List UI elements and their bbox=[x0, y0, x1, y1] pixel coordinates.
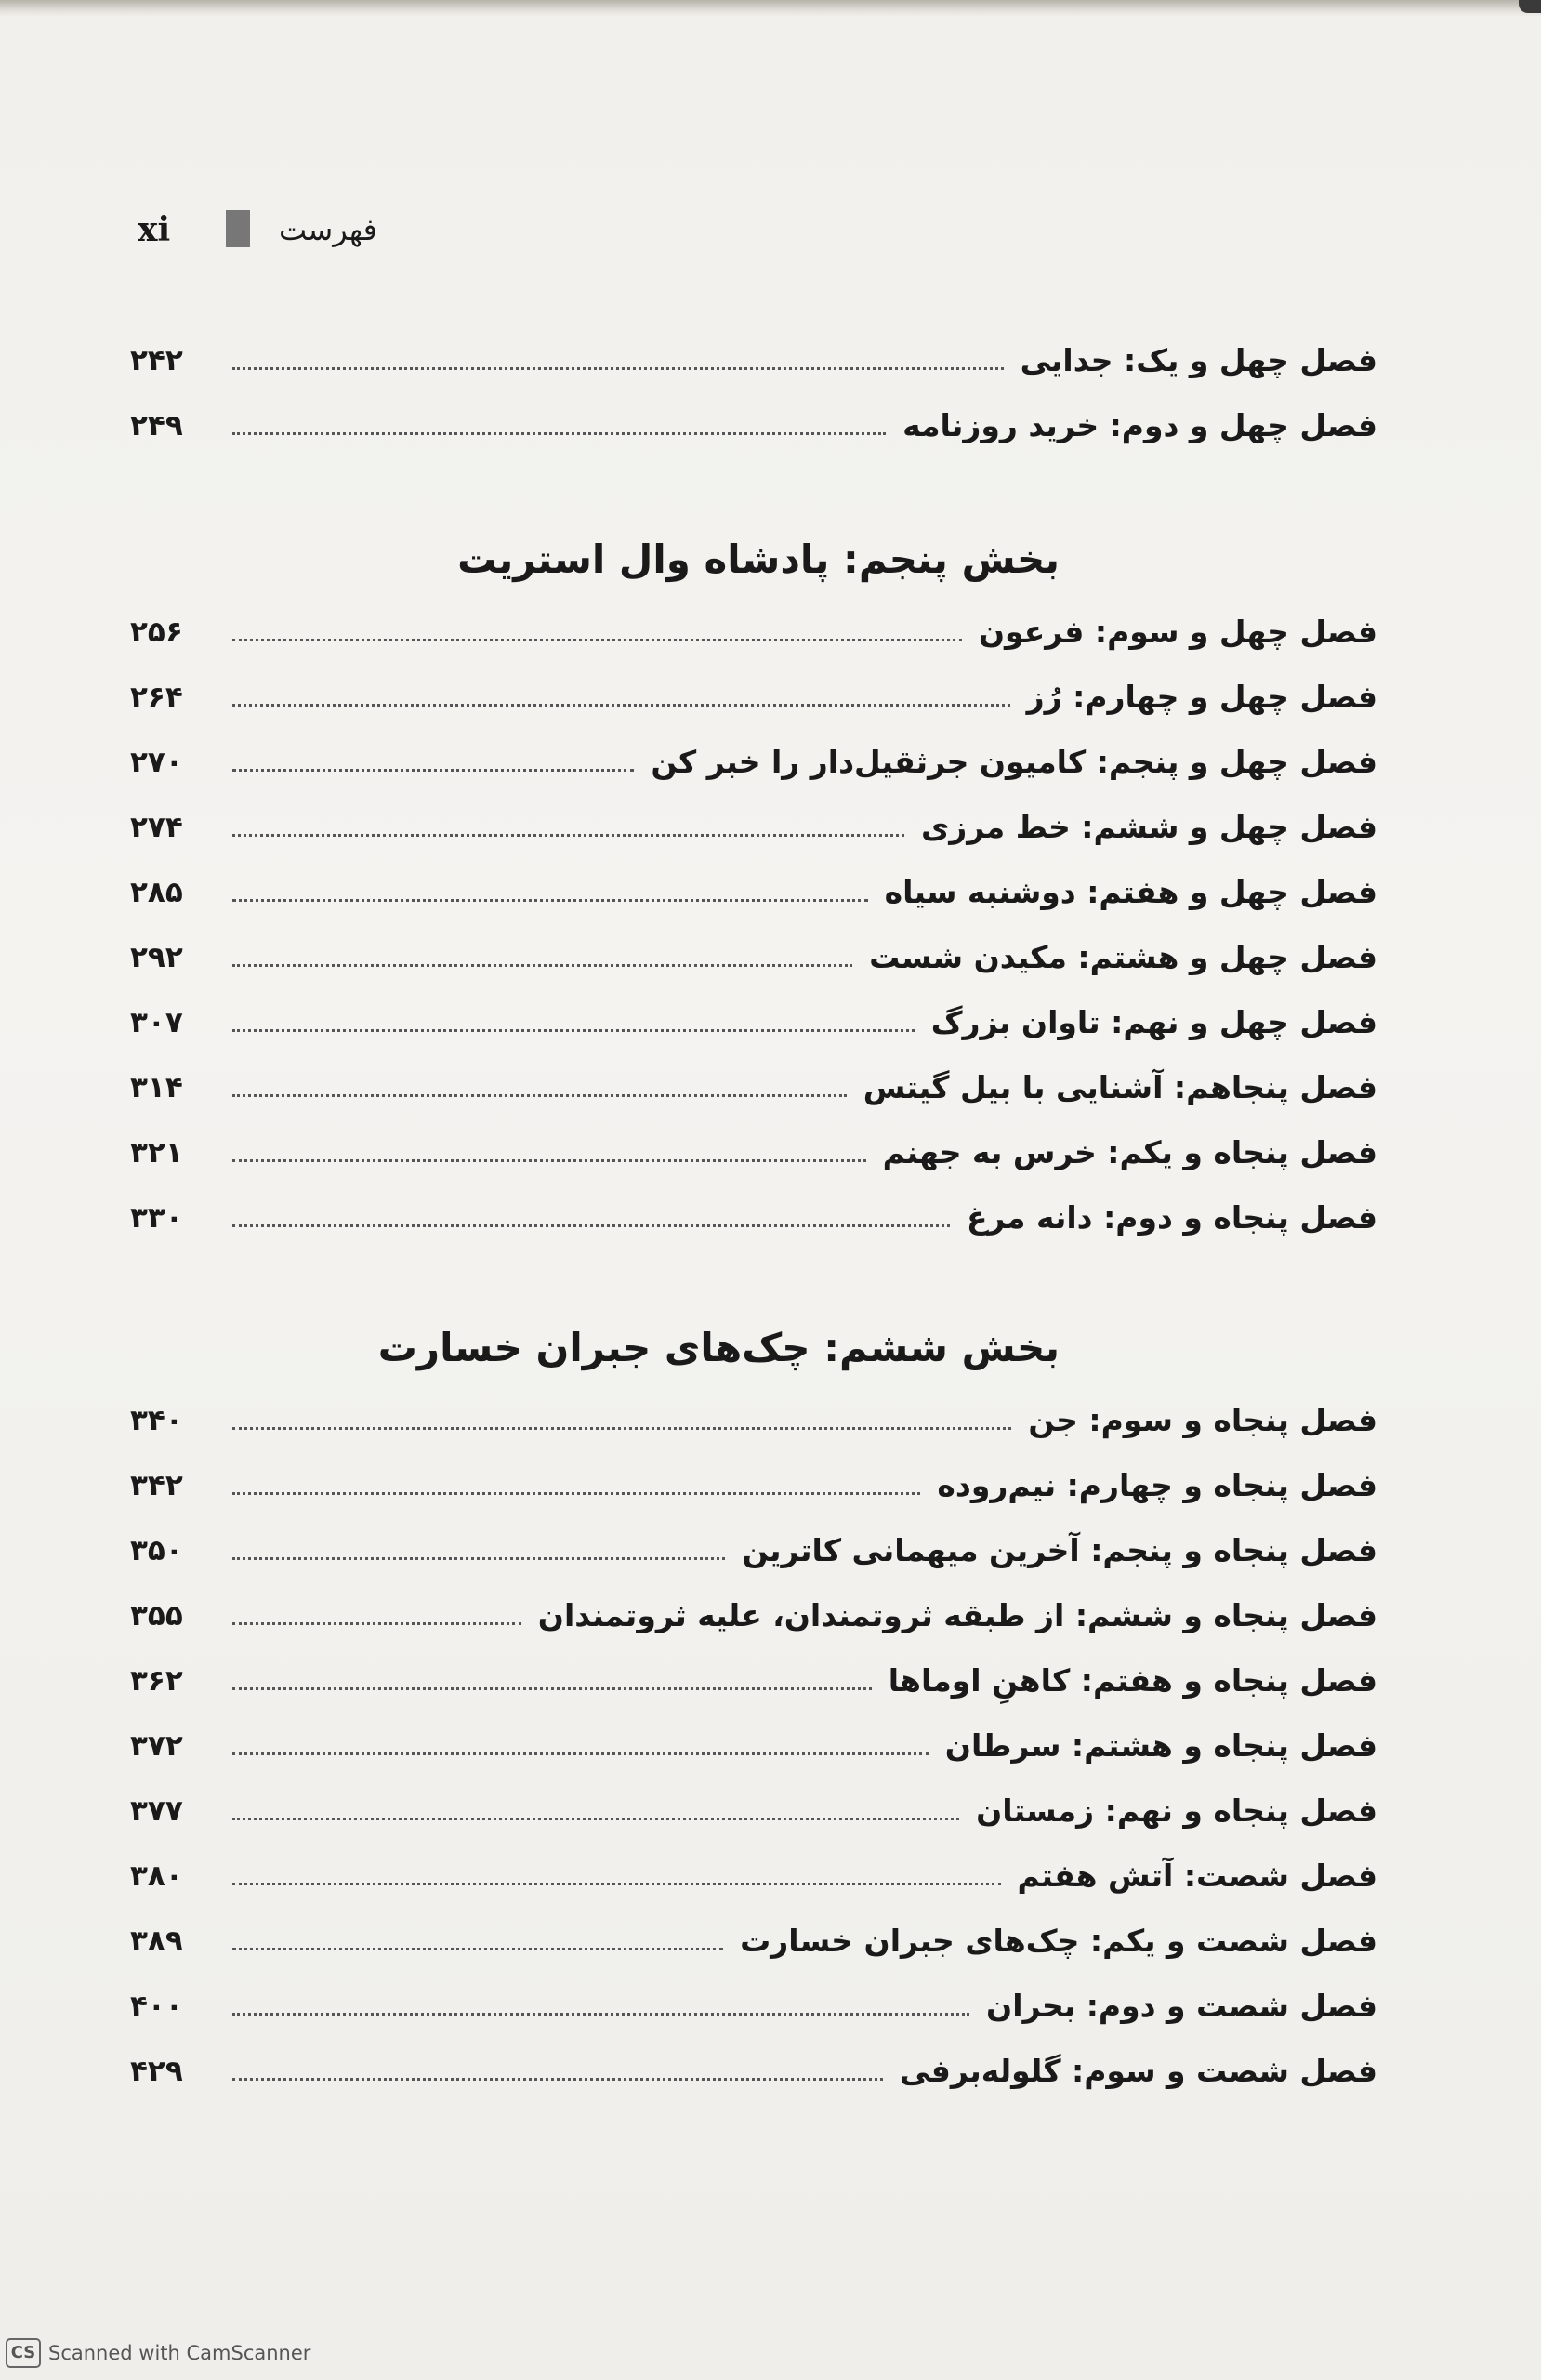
scan-edge-shadow bbox=[0, 0, 1541, 17]
toc-page-number: ۳۸۰ bbox=[130, 1859, 183, 1893]
toc-entry-title: فصل پنجاهم: آشنایی با بیل گیتس bbox=[863, 1069, 1377, 1105]
toc-page-number: ۳۰۷ bbox=[130, 1006, 183, 1039]
dot-leader bbox=[232, 1751, 929, 1755]
section-heading: بخش ششم: چک‌های جبران خسارت bbox=[377, 1325, 1060, 1370]
toc-entry bbox=[130, 727, 1377, 783]
toc-entry bbox=[130, 2036, 1377, 2092]
running-header bbox=[138, 206, 379, 253]
dot-leader bbox=[232, 1157, 866, 1162]
dot-leader bbox=[232, 1881, 1001, 1885]
dot-leader bbox=[232, 1425, 1011, 1430]
toc-entry-title: فصل پنجاه و یکم: خرس به جهنم bbox=[882, 1134, 1377, 1170]
toc-entry bbox=[130, 792, 1377, 848]
toc-page-number: ۳۶۲ bbox=[130, 1664, 183, 1698]
dot-leader bbox=[232, 1027, 915, 1032]
scanner-watermark bbox=[6, 2337, 310, 2369]
toc-entry-title: فصل چهل و سوم: فرعون bbox=[978, 614, 1377, 650]
toc-entry bbox=[130, 1776, 1377, 1831]
toc-page-number: ۴۲۹ bbox=[130, 2055, 183, 2088]
dot-leader bbox=[232, 365, 1004, 370]
toc-page-number: ۲۶۴ bbox=[130, 681, 183, 714]
toc-page-number: ۲۸۵ bbox=[130, 876, 183, 909]
dot-leader bbox=[232, 767, 634, 772]
toc-entry bbox=[130, 922, 1377, 978]
dot-leader bbox=[232, 897, 868, 902]
toc-entry-title: فصل شصت و دوم: بحران bbox=[986, 1988, 1377, 2024]
dot-leader bbox=[232, 702, 1010, 707]
toc-entry bbox=[130, 1385, 1377, 1441]
dot-leader bbox=[232, 430, 886, 435]
toc-entry-title: فصل پنجاه و چهارم: نیم‌روده bbox=[937, 1467, 1377, 1503]
toc-entry-title: فصل پنجاه و هفتم: کاهنِ اوماها bbox=[888, 1662, 1377, 1699]
toc-entry-title: فصل شصت و یکم: چک‌های جبران خسارت bbox=[740, 1923, 1377, 1959]
toc-page-number: ۲۴۹ bbox=[130, 409, 183, 443]
toc-entry-title: فصل پنجاه و پنجم: آخرین میهمانی کاترین bbox=[742, 1532, 1377, 1568]
toc-entry-title: فصل شصت: آتش هفتم bbox=[1017, 1858, 1377, 1894]
header-marker bbox=[226, 210, 250, 247]
page-number: xi bbox=[138, 210, 171, 249]
dot-leader bbox=[232, 1816, 959, 1820]
toc-entry-title: فصل پنجاه و ششم: از طبقه ثروتمندان، علیه ثروتمندان bbox=[537, 1597, 1377, 1633]
dot-leader bbox=[232, 962, 852, 967]
dot-leader bbox=[232, 2011, 969, 2016]
toc-page-number: ۳۴۰ bbox=[130, 1404, 183, 1437]
toc-page-number: ۳۳۰ bbox=[130, 1201, 183, 1235]
dot-leader bbox=[232, 2076, 883, 2081]
toc-entry bbox=[130, 1515, 1377, 1571]
toc-entry-title: فصل پنجاه و هشتم: سرطان bbox=[944, 1727, 1377, 1764]
toc-entry-title: فصل چهل و چهارم: رُز bbox=[1026, 679, 1377, 715]
toc-entry-title: فصل پنجاه و نهم: زمستان bbox=[976, 1792, 1377, 1829]
dot-leader bbox=[232, 1946, 723, 1950]
toc-entry bbox=[130, 1117, 1377, 1173]
scan-corner bbox=[1519, 0, 1541, 13]
toc-entry bbox=[130, 662, 1377, 718]
toc-page-number: ۴۰۰ bbox=[130, 1990, 183, 2023]
toc-page-number: ۳۲۱ bbox=[130, 1136, 183, 1170]
toc-entry-title: فصل چهل و ششم: خط مرزی bbox=[921, 809, 1377, 845]
dot-leader bbox=[232, 1686, 872, 1690]
toc-page-number: ۳۷۲ bbox=[130, 1729, 183, 1763]
toc-entry bbox=[130, 1183, 1377, 1238]
toc-entry bbox=[130, 1906, 1377, 1962]
toc-page-number: ۳۵۰ bbox=[130, 1534, 183, 1567]
toc-entry-title: فصل چهل و یک: جدایی bbox=[1020, 342, 1377, 378]
toc-entry-title: فصل شصت و سوم: گلوله‌برفی bbox=[899, 2053, 1377, 2089]
toc-entry-title: فصل چهل و پنجم: کامیون جرثقیل‌دار را خبر کن bbox=[651, 744, 1377, 780]
dot-leader bbox=[232, 832, 904, 837]
toc-entry bbox=[130, 390, 1377, 446]
toc-page-number: ۳۴۲ bbox=[130, 1469, 183, 1502]
toc-page-number: ۳۸۹ bbox=[130, 1924, 183, 1958]
toc-entry bbox=[130, 1646, 1377, 1701]
toc-entry-title: فصل چهل و هشتم: مکیدن شست bbox=[869, 939, 1377, 975]
toc-entry bbox=[130, 1052, 1377, 1108]
dot-leader bbox=[232, 1223, 950, 1227]
dot-leader bbox=[232, 1092, 847, 1097]
header-title: فهرست bbox=[279, 212, 377, 247]
dot-leader bbox=[232, 637, 962, 641]
toc-page-number: ۲۷۴ bbox=[130, 811, 183, 844]
toc-entry bbox=[130, 987, 1377, 1043]
toc-page-number: ۳۵۵ bbox=[130, 1599, 183, 1633]
section-heading: بخش پنجم: پادشاه وال استریت bbox=[457, 536, 1060, 582]
toc-entry bbox=[130, 1580, 1377, 1636]
toc-entry bbox=[130, 325, 1377, 381]
dot-leader bbox=[232, 1620, 521, 1625]
toc-entry bbox=[130, 1841, 1377, 1897]
toc-entry bbox=[130, 1450, 1377, 1506]
toc-page-number: ۳۷۷ bbox=[130, 1794, 183, 1828]
dot-leader bbox=[232, 1555, 725, 1560]
toc-page-number: ۲۹۲ bbox=[130, 941, 183, 974]
toc-entry-title: فصل چهل و دوم: خرید روزنامه bbox=[902, 407, 1377, 443]
toc-page-number: ۲۵۶ bbox=[130, 615, 183, 649]
toc-entry bbox=[130, 597, 1377, 653]
toc-entry bbox=[130, 1971, 1377, 2027]
toc-entry-title: فصل پنجاه و دوم: دانه مرغ bbox=[966, 1199, 1377, 1236]
dot-leader bbox=[232, 1490, 920, 1495]
toc-entry-title: فصل چهل و نهم: تاوان بزرگ bbox=[930, 1004, 1377, 1040]
toc-page-number: ۲۷۰ bbox=[130, 746, 183, 779]
watermark-text: Scanned with CamScanner bbox=[48, 2342, 311, 2364]
toc-entry-title: فصل چهل و هفتم: دوشنبه سیاه bbox=[884, 874, 1377, 910]
camscanner-logo-icon: CS bbox=[6, 2338, 41, 2368]
toc-page-number: ۲۴۲ bbox=[130, 344, 183, 377]
toc-entry-title: فصل پنجاه و سوم: جن bbox=[1028, 1402, 1377, 1438]
toc-entry bbox=[130, 857, 1377, 913]
toc-entry bbox=[130, 1711, 1377, 1766]
toc-page-number: ۳۱۴ bbox=[130, 1071, 183, 1104]
